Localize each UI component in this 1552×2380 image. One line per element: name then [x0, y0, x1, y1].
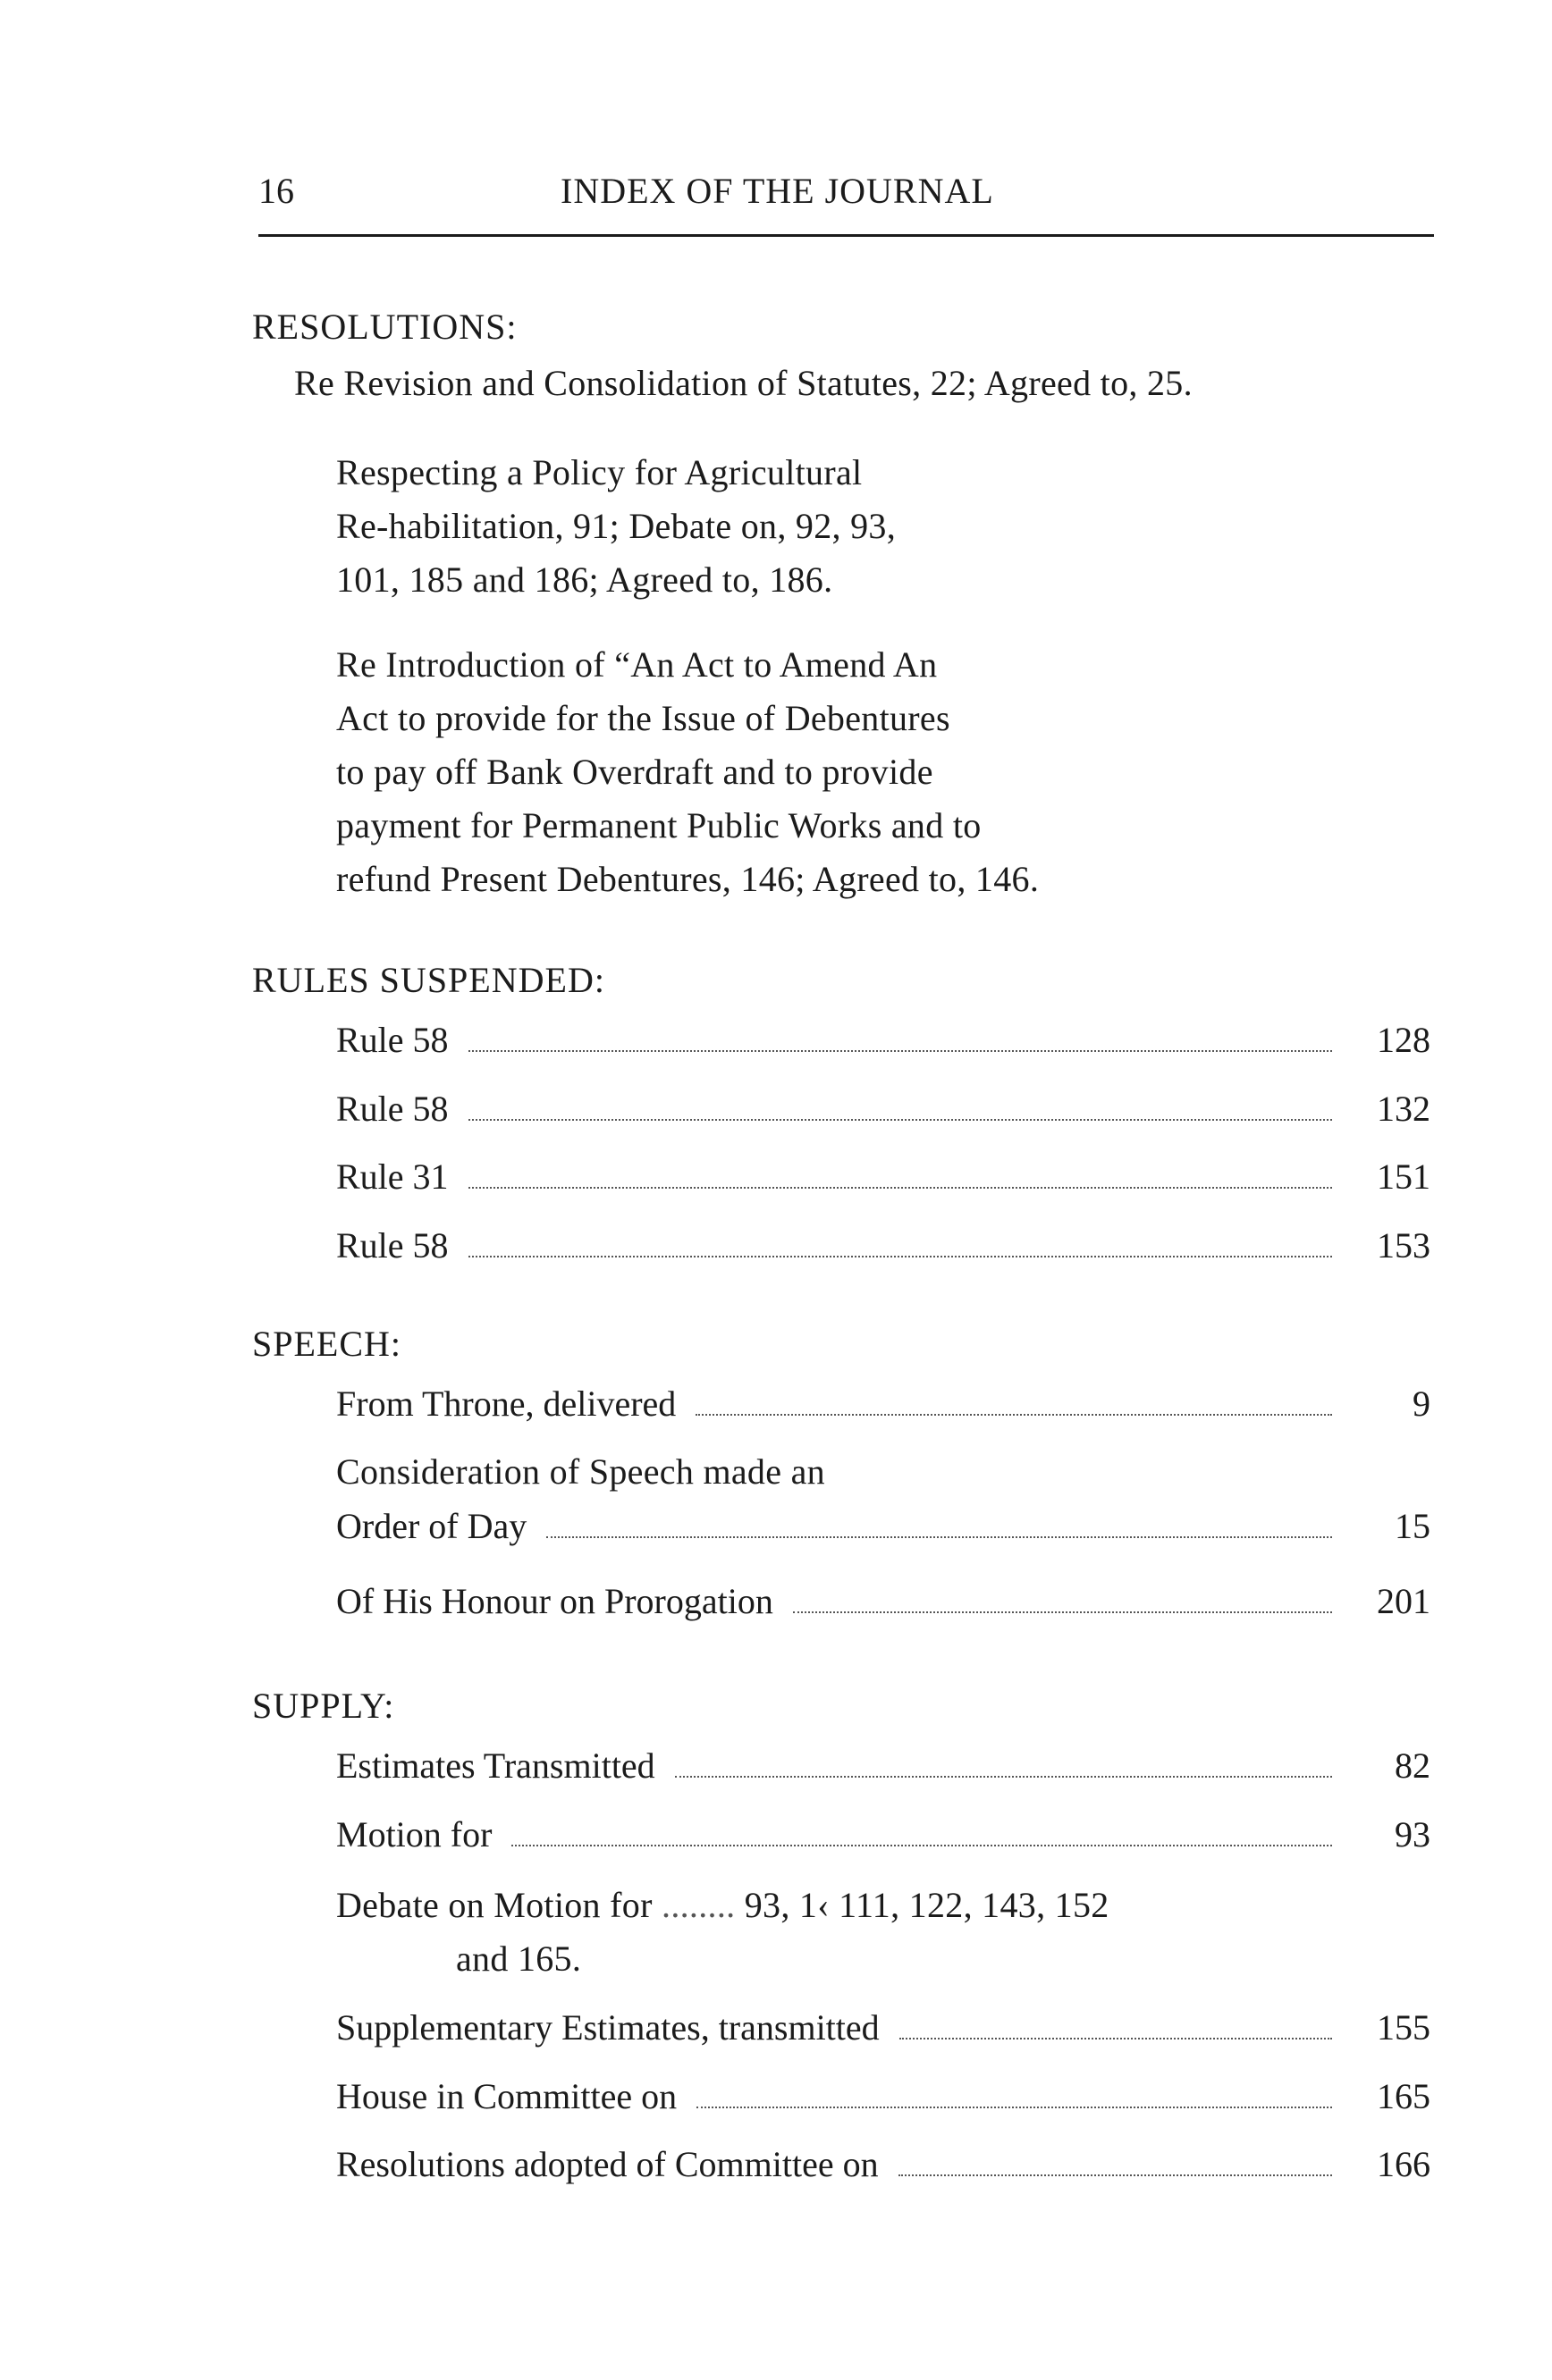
- section-heading-rules-suspended: RULES SUSPENDED:: [252, 960, 605, 1000]
- dot-leader: [468, 1118, 1332, 1121]
- dot-leader: [696, 2106, 1332, 2108]
- speech-consideration-line-1: Consideration of Speech made an: [336, 1451, 825, 1492]
- dot-leader: [468, 1049, 1332, 1052]
- rules-entry-page: 153: [1377, 1225, 1430, 1266]
- rules-entry-page: 151: [1377, 1156, 1430, 1197]
- dot-leader: [675, 1775, 1332, 1778]
- speech-entry-throne: [336, 1383, 1430, 1425]
- dot-leader: [899, 2037, 1332, 2039]
- speech-entry-label: Order of Day: [336, 1506, 527, 1546]
- rules-entry-page: 132: [1377, 1089, 1430, 1129]
- header-rule: [258, 234, 1434, 237]
- speech-entry-order-of-day: [336, 1505, 1430, 1548]
- resolution-agricultural-line-1: Respecting a Policy for Agricultural: [336, 452, 863, 492]
- section-heading-supply: SUPPLY:: [252, 1686, 395, 1726]
- resolution-debentures-line-5: refund Present Debentures, 146; Agreed to, 146.: [336, 859, 1040, 899]
- supply-entry-page: 165: [1377, 2076, 1430, 2116]
- supply-debate-pages: 93, 1‹ 111, 122, 143, 152: [744, 1885, 1109, 1925]
- running-title: INDEX OF THE JOURNAL: [561, 171, 994, 211]
- rules-entry-page: 128: [1377, 1020, 1430, 1060]
- speech-entry-prorogation: [336, 1580, 1430, 1623]
- supply-entry-page: 155: [1377, 2007, 1430, 2048]
- page-number: 16: [258, 171, 294, 211]
- speech-entry-label: Of His Honour on Prorogation: [336, 1581, 773, 1621]
- supply-entry-estimates: [336, 1745, 1430, 1787]
- rules-entry-label: Rule 58: [336, 1020, 449, 1060]
- rules-entry: [336, 1224, 1430, 1267]
- supply-entry-resolutions-adopted: [336, 2143, 1430, 2186]
- rules-entry-label: Rule 58: [336, 1089, 449, 1129]
- supply-entry-motion: [336, 1813, 1430, 1856]
- speech-entry-page: 201: [1377, 1581, 1430, 1621]
- supply-debate-label: Debate on Motion for: [336, 1885, 653, 1925]
- dot-leader: [546, 1535, 1332, 1538]
- dot-leader: [468, 1255, 1332, 1257]
- resolution-debentures-line-3: to pay off Bank Overdraft and to provide: [336, 752, 933, 792]
- supply-entry-page: 93: [1395, 1814, 1430, 1854]
- speech-entry-page: 15: [1395, 1506, 1430, 1546]
- section-heading-speech: SPEECH:: [252, 1324, 402, 1364]
- rules-entry: [336, 1156, 1430, 1198]
- supply-entry-supplementary: [336, 2006, 1430, 2049]
- dot-leader: [793, 1610, 1332, 1613]
- resolution-agricultural-line-2: Re-habilitation, 91; Debate on, 92, 93,: [336, 506, 897, 546]
- supply-debate-line-1: [336, 1884, 1109, 1926]
- supply-entry-committee: [336, 2075, 1430, 2118]
- resolution-agricultural-line-3: 101, 185 and 186; Agreed to, 186.: [336, 559, 833, 600]
- running-header: [258, 170, 1434, 214]
- rules-entry-label: Rule 58: [336, 1225, 449, 1266]
- rules-entry: [336, 1019, 1430, 1062]
- dot-leader: [898, 2174, 1332, 2176]
- supply-debate-continuation: and 165.: [456, 1938, 582, 1979]
- supply-entry-label: Estimates Transmitted: [336, 1745, 655, 1786]
- supply-entry-label: House in Committee on: [336, 2076, 678, 2116]
- speech-entry-page: 9: [1413, 1383, 1430, 1424]
- supply-entry-label: Resolutions adopted of Committee on: [336, 2144, 879, 2184]
- supply-debate-dots: ........: [662, 1885, 736, 1925]
- resolution-debentures-line-4: payment for Permanent Public Works and to: [336, 805, 982, 845]
- supply-entry-page: 166: [1377, 2144, 1430, 2184]
- dot-leader: [468, 1186, 1332, 1189]
- supply-entry-label: Supplementary Estimates, transmitted: [336, 2007, 880, 2048]
- resolution-entry-revision: Re Revision and Consolidation of Statutes, 22; Agreed to, 25.: [294, 363, 1193, 403]
- section-heading-resolutions: RESOLUTIONS:: [252, 307, 518, 347]
- rules-entry-label: Rule 31: [336, 1156, 449, 1197]
- resolution-debentures-line-1: Re Introduction of “An Act to Amend An: [336, 644, 938, 685]
- resolution-debentures-line-2: Act to provide for the Issue of Debentures: [336, 698, 950, 738]
- rules-entry: [336, 1088, 1430, 1131]
- supply-entry-label: Motion for: [336, 1814, 493, 1854]
- supply-entry-page: 82: [1395, 1745, 1430, 1786]
- dot-leader: [511, 1844, 1332, 1846]
- speech-entry-label: From Throne, delivered: [336, 1383, 677, 1424]
- dot-leader: [696, 1413, 1332, 1416]
